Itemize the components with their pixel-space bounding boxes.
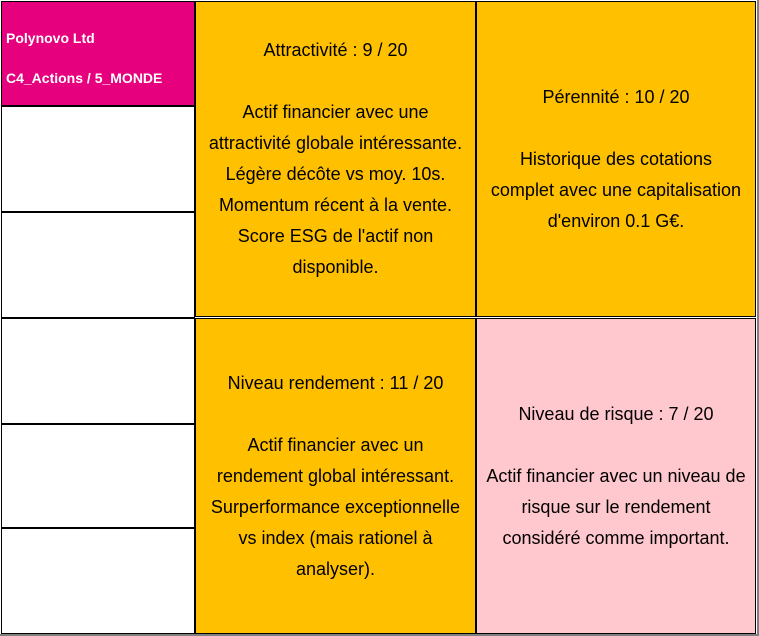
attractivite-line: Momentum récent à la vente. (218, 195, 453, 215)
asset-name: Polynovo Ltd (6, 30, 95, 46)
attractivite-line: disponible. (292, 257, 379, 277)
attractivite-line: attractivité globale intéressante. (208, 133, 463, 153)
rendement-line: Actif financier avec un (247, 434, 424, 455)
rendement-panel[interactable] (195, 318, 476, 634)
perennite-line: complet avec une capitalisation (490, 179, 742, 200)
risque-line: Actif financier avec un niveau de (486, 465, 746, 486)
perennite-panel[interactable] (476, 1, 756, 317)
risque-line: considéré comme important. (502, 527, 730, 548)
perennite-line: d'environ 0.1 G€. (547, 210, 685, 231)
perennite-title: Pérennité : 10 / 20 (542, 86, 690, 107)
risque-title: Niveau de risque : 7 / 20 (518, 403, 714, 424)
attractivite-title: Attractivité : 9 / 20 (263, 40, 408, 60)
rendement-line: analyser). (295, 558, 376, 579)
perennite-line: Historique des cotations (519, 148, 713, 169)
empty-cell-5[interactable] (1, 528, 195, 634)
attractivite-panel[interactable] (195, 1, 476, 317)
attractivite-line: Actif financier avec une (242, 102, 429, 122)
attractivite-line: Légère décôte vs moy. 10s. (225, 164, 446, 184)
empty-cell-1[interactable] (1, 106, 195, 212)
empty-cell-4[interactable] (1, 424, 195, 528)
rendement-title: Niveau rendement : 11 / 20 (227, 372, 444, 393)
asset-category: C4_Actions / 5_MONDE (6, 70, 163, 86)
risque-line: risque sur le rendement (521, 496, 711, 517)
risque-panel[interactable] (476, 318, 756, 634)
rendement-line: rendement global intéressant. (216, 465, 455, 486)
rendement-line: vs index (mais rationel à (238, 527, 433, 548)
rendement-line: Surperformance exceptionnelle (210, 496, 461, 517)
asset-header-cell[interactable] (1, 1, 195, 106)
attractivite-line: Score ESG de l'actif non (237, 226, 434, 246)
empty-cell-3[interactable] (1, 318, 195, 424)
empty-cell-2[interactable] (1, 212, 195, 318)
